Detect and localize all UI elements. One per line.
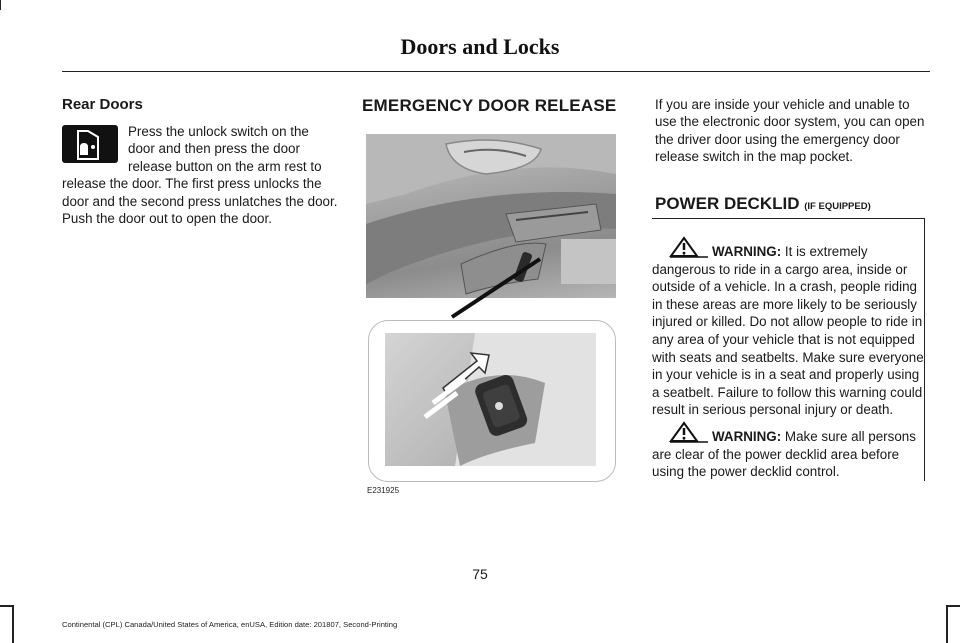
header-rule [62, 71, 930, 72]
crop-mark-bottom-left-h [0, 605, 12, 607]
power-decklid-heading [655, 194, 925, 214]
warning-1-text: It is extremely dangerous to ride in a cargo area, inside or outside of a vehicle. In a crash, people riding in these areas are more likely to be seriously injured or killed. Do not allow people to ride in any area of your vehicle that is not equipped with seats and seatbelts. Make sure everyone in your vehicle is in a seat and properly using a seatbelt. Failure to follow this warning could result in serious personal injury or death. [652, 244, 924, 418]
warning-2 [652, 421, 924, 481]
emergency-body: If you are inside your vehicle and unable to use the electronic door system, you can open the driver door using the emergency door release switch in the map pocket. [655, 97, 925, 165]
release-switch-photo [385, 333, 596, 466]
warning-1-label: WARNING: [712, 244, 782, 259]
figure-code: E231925 [367, 486, 400, 495]
edition-footer: Continental (CPL) Canada/United States of America, enUSA, Edition date: 201807, Second-Printing [62, 620, 398, 629]
crop-mark-bottom-right-h [946, 605, 960, 607]
page-number: 75 [472, 566, 488, 582]
crop-mark-bottom-right-v [946, 605, 948, 643]
crop-mark-bottom-left-v [12, 605, 14, 643]
rear-doors-body: Press the unlock switch on the door and then press the door release button on the arm rest to release the door. The first press unlocks the door and the second press unlatches the door. Push the door out to open the door. [62, 124, 338, 227]
right-column [655, 96, 925, 214]
rear-doors-section [62, 96, 338, 227]
power-decklid-qualifier: (IF EQUIPPED) [804, 200, 871, 212]
warning-triangle-icon [668, 236, 708, 258]
emergency-heading: EMERGENCY DOOR RELEASE [362, 96, 617, 115]
warning-1 [652, 236, 924, 419]
warning-triangle-icon [668, 421, 708, 443]
callout-arrow [440, 255, 550, 325]
warning-2-label: WARNING: [712, 429, 782, 444]
warning-2-text: Make sure all persons are clear of the power decklid area before using the power decklid control. [652, 429, 916, 480]
page-title: Doors and Locks [400, 34, 560, 59]
crop-mark-top-left [0, 0, 1, 10]
door-unlock-icon [62, 125, 118, 163]
emergency-section [362, 96, 618, 116]
rear-doors-heading: Rear Doors [62, 96, 143, 113]
power-decklid-title: POWER DECKLID [655, 193, 800, 213]
